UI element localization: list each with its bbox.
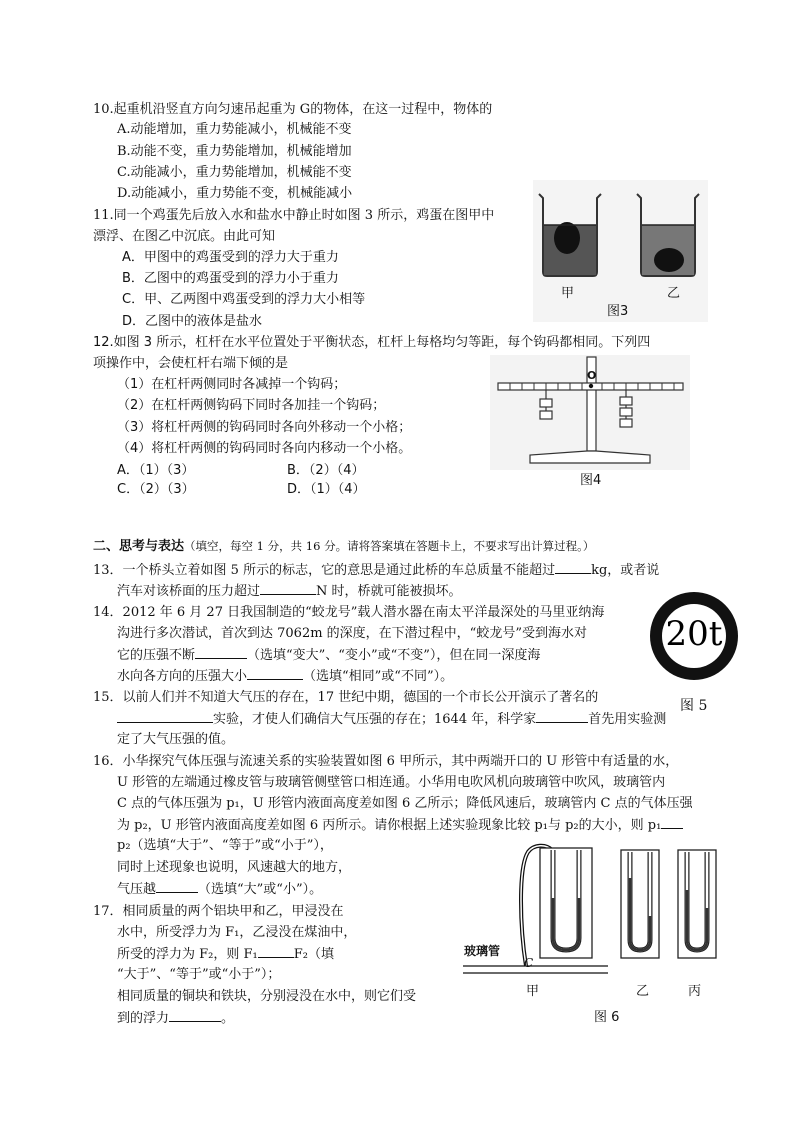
q14-text-d: （选填“相同”或“不同”）。: [303, 669, 454, 684]
fig6-glass-label: 玻璃管: [464, 944, 501, 958]
q15-text-a: 实验，才使人们确信大气压强的存在；1644 年，科学家: [213, 712, 537, 727]
q16-line4: [117, 816, 683, 835]
section-2-title: 二、思考与表达: [93, 539, 185, 554]
fig6-label-bing: 丙: [688, 984, 702, 999]
q16-text-c: （选填“大”或“小”）。: [198, 882, 323, 897]
q13-text-d: N 时，桥就可能被损坏。: [316, 584, 462, 599]
q16-text-a: 为 p₂，U 形管内液面高度差如图 6 丙所示。请你根据上述实验现象比较 p₁与 p₂的大小，则 p₁: [117, 818, 662, 833]
q13-line2: [117, 582, 462, 601]
q14-line3: [117, 646, 540, 665]
q15-line1: 15．以前人们并不知道大气压的存在，17 世纪中期，德国的一个市长公开演示了著名的: [93, 690, 599, 705]
q12-option-a: A．（1）（3）: [117, 463, 195, 478]
q14-blank-2: [247, 667, 303, 680]
fig3-label-yi: 乙: [667, 286, 681, 301]
fig3-caption: 图3: [607, 304, 629, 319]
q10-option-d: D.动能减小，重力势能不变，机械能减小: [117, 186, 353, 201]
egg-floating: [554, 222, 580, 254]
q12-stem-line2: 项操作中，会使杠杆右端下倾的是: [93, 356, 289, 371]
q14-blank-1: [195, 646, 247, 659]
fig4-caption: 图4: [580, 473, 602, 488]
q11-option-b: B．乙图中的鸡蛋受到的浮力小于重力: [122, 271, 339, 286]
q10-option-c: C.动能减小，重力势能增加，机械能不变: [117, 165, 352, 180]
section-2-note: （填空，每空 1 分，共 16 分。请将答案填在答题卡上，不要求写出计算过程。）: [184, 539, 595, 553]
q15-line3: 定了大气压强的值。: [117, 732, 235, 747]
q14-line4: [117, 667, 453, 686]
q12-option-d: D．（1）（4）: [287, 482, 366, 497]
q17-line1: 17．相同质量的两个铝块甲和乙，甲浸没在: [93, 904, 344, 919]
q16-blank-2: [156, 880, 198, 893]
q11-option-a: A．甲图中的鸡蛋受到的浮力大于重力: [122, 250, 339, 265]
q17-text-a: 所受的浮力为 F₂，则 F₁: [117, 947, 258, 962]
figure-5-sign: [648, 590, 740, 682]
q12-option-c: C．（2）（3）: [117, 482, 195, 497]
figure-3-beakers: [533, 180, 708, 322]
q12-stem-line1: 12.如图 3 所示，杠杆在水平位置处于平衡状态，杠杆上每格均匀等距，每个钩码都相同。下列四: [93, 335, 651, 350]
q13-blank-force: [260, 582, 316, 595]
q17-line5: 相同质量的铜块和铁块，分别浸没在水中，则它们受: [117, 989, 417, 1004]
q17-text-c: 到的浮力: [117, 1011, 170, 1026]
q11-option-d: D．乙图中的液体是盐水: [122, 314, 263, 329]
section-2-heading: [93, 537, 594, 556]
q12-item-1: （1）在杠杆两侧同时各减掉一个钩码；: [117, 377, 347, 392]
figure-4-lever: [490, 355, 690, 490]
fig6-caption: 图 6: [594, 1010, 620, 1025]
q13-text-c: 汽车对该桥面的压力超过: [117, 584, 261, 599]
fig6-label-yi: 乙: [636, 984, 650, 999]
q15-blank-1: [117, 710, 213, 723]
q17-text-d: 。: [221, 1011, 235, 1026]
q14-line2: 沟进行多次潜试，首次到达 7062m 的深度，在下潜过程中，“蛟龙号”受到海水对: [117, 626, 587, 641]
q13-blank-mass: [555, 561, 591, 574]
q17-line6: [117, 1009, 234, 1028]
q17-text-b: F₂（填: [293, 947, 334, 962]
q17-line4: “大于”、“等于”或“小于”）；: [117, 967, 281, 982]
q13-text-b: kg，或者说: [591, 563, 660, 578]
q14-text-c: 水向各方向的压强大小: [117, 669, 248, 684]
q10-option-b: B.动能不变，重力势能增加，机械能增加: [117, 144, 352, 159]
q13-text-a: 13．一个桥头立着如图 5 所示的标志，它的意思是通过此桥的车总质量不能超过: [93, 563, 556, 578]
fig3-label-jia: 甲: [561, 286, 575, 301]
q16-line7: [117, 880, 322, 899]
q17-line3: [117, 945, 334, 964]
q17-blank-2: [169, 1009, 221, 1022]
fig6-point-c: C: [524, 956, 534, 970]
q12-option-b: B．（2）（4）: [287, 463, 365, 478]
q12-item-3: （3）将杠杆两侧的钩码同时各向外移动一个小格；: [117, 420, 412, 435]
fig6-label-jia: 甲: [526, 984, 540, 999]
sign-text: 20t: [665, 614, 723, 654]
q16-line3: C 点的气体压强为 p₁，U 形管内液面高度差如图 6 乙所示；降低风速后，玻璃管内 C 点的气体压强: [117, 796, 693, 811]
q11-stem-line1: 11.同一个鸡蛋先后放入水和盐水中静止时如图 3 所示，鸡蛋在图甲中: [93, 208, 495, 223]
q15-line2: [117, 710, 666, 729]
q17-line2: 水中，所受浮力为 F₁，乙浸没在煤油中，: [117, 925, 357, 940]
q15-blank-2: [536, 710, 588, 723]
egg-sunk: [654, 248, 684, 272]
q13-line1: [93, 561, 659, 580]
fig4-pivot-label: O: [587, 369, 597, 382]
q11-option-c: C．甲、乙两图中鸡蛋受到的浮力大小相等: [122, 292, 366, 307]
figure-6-u-tubes: [458, 838, 738, 1023]
fig5-caption: 图 5: [680, 698, 708, 714]
q14-text-b: （选填“变大”、“变小”或“不变”），但在同一深度海: [247, 648, 541, 663]
q12-item-4: （4）将杠杆两侧的钩码同时各向内移动一个小格。: [117, 441, 412, 456]
q14-text-a: 它的压强不断: [117, 648, 196, 663]
q11-stem-line2: 漂浮、在图乙中沉底。由此可知: [93, 229, 276, 244]
q16-line5: p₂（选填“大于”、“等于”或“小于”），: [117, 838, 333, 853]
q16-line1: 16．小华探究气体压强与流速关系的实验装置如图 6 甲所示，其中两端开口的 U 形管中有适量的水，: [93, 754, 679, 769]
q17-blank-1: [258, 945, 294, 958]
q10-stem: 10.起重机沿竖直方向匀速吊起重为 G的物体，在这一过程中，物体的: [93, 102, 493, 117]
q16-line2: U 形管的左端通过橡皮管与玻璃管侧壁管口相连通。小华用电吹风机向玻璃管中吹风，玻璃管内: [117, 775, 666, 790]
q16-text-b: 气压越: [117, 882, 157, 897]
q10-option-a: A.动能增加，重力势能减小，机械能不变: [117, 122, 352, 137]
q12-item-2: （2）在杠杆两侧钩码下同时各加挂一个钩码；: [117, 398, 386, 413]
q14-line1: 14．2012 年 6 月 27 日我国制造的“蛟龙号”载人潜水器在南太平洋最深处的马里亚纳海: [93, 605, 605, 620]
q16-blank-1: [661, 816, 683, 829]
q16-line6: 同时上述现象也说明，风速越大的地方，: [117, 860, 352, 875]
q15-text-b: 首先用实验测: [588, 712, 667, 727]
